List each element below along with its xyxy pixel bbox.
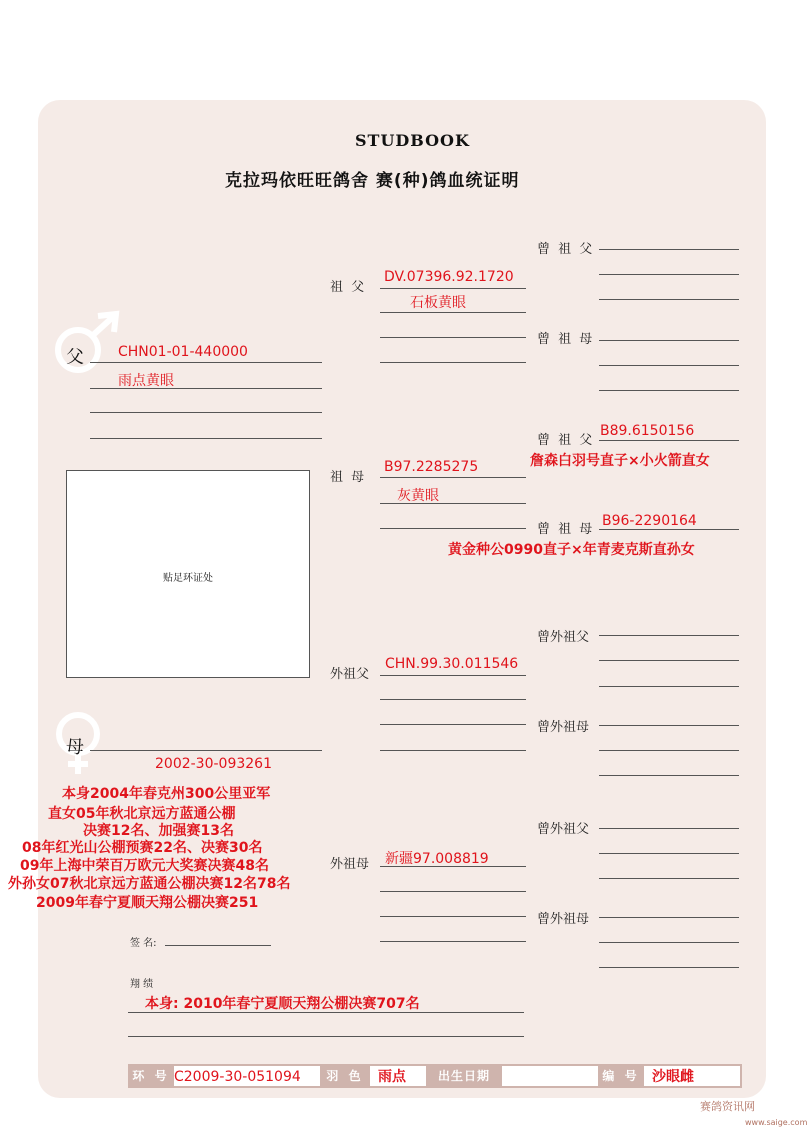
paternal-grandsire-ring: DV.07396.92.1720 <box>384 269 514 285</box>
ggf1-label: 曾 祖 父 <box>537 242 595 257</box>
paternal-granddam-color: 灰黄眼 <box>397 488 439 504</box>
ggm4-label: 曾外祖母 <box>537 912 590 927</box>
ggm3-label: 曾外祖母 <box>537 720 590 735</box>
ring-number-value: C2009-30-051094 <box>174 1069 301 1085</box>
ggm2-ring: B96-2290164 <box>602 513 697 529</box>
ggf2-ring: B89.6150156 <box>600 423 695 439</box>
birth-date-field <box>502 1066 598 1086</box>
signature-label: 签 名: <box>130 938 157 949</box>
number-field <box>644 1066 740 1086</box>
feather-value: 雨点 <box>378 1069 406 1085</box>
feather-field <box>370 1066 426 1086</box>
ggf4-label: 曾外祖父 <box>537 822 590 837</box>
dam-note-2: 直女05年秋北京远方蓝通公棚 <box>48 806 236 822</box>
photo-caption: 贴足环证处 <box>163 573 213 584</box>
birth-date-label: 出生日期 <box>437 1069 490 1083</box>
performance-text: 本身: 2010年春宁夏顺天翔公棚决赛707名 <box>145 996 420 1012</box>
maternal-grandsire-ring: CHN.99.30.011546 <box>385 656 519 672</box>
bottom-info-bar <box>128 1064 742 1088</box>
dam-note-4: 08年红光山公棚预赛22名、决赛30名 <box>22 840 263 856</box>
dam-note-5: 09年上海中荣百万欧元大奖赛决赛48名 <box>20 858 269 874</box>
title-en: STUDBOOK <box>355 131 470 150</box>
footer-url: www.saige.com <box>745 1118 807 1127</box>
performance-label: 翔 绩 <box>130 979 154 990</box>
ggm2-note: 黄金种公0990直子×年青麦克斯直孙女 <box>448 542 695 558</box>
maternal-grandsire-label: 外祖父 <box>330 667 370 682</box>
maternal-granddam-ring: 新疆97.008819 <box>385 851 489 867</box>
dam-note-3: 决赛12名、加强赛13名 <box>83 823 234 839</box>
ggf2-note: 詹森白羽号直子×小火箭直女 <box>530 453 710 469</box>
dam-ring: 2002-30-093261 <box>155 756 272 772</box>
dam-note-6: 外孙女07秋北京远方蓝通公棚决赛12名78名 <box>8 876 291 892</box>
paternal-granddam-ring: B97.2285275 <box>384 459 479 475</box>
dam-note-7: 2009年春宁夏顺天翔公棚决赛251 <box>36 895 259 911</box>
ggm2-label: 曾 祖 母 <box>537 522 595 537</box>
footer-brand: 赛鸽资讯网 <box>700 1100 755 1113</box>
ring-number-label: 环 号 <box>132 1069 170 1083</box>
dam-note-1: 本身2004年春克州300公里亚军 <box>62 786 271 802</box>
sire-color: 雨点黄眼 <box>118 373 174 389</box>
dam-label: 母 <box>66 737 84 758</box>
ggf2-label: 曾 祖 父 <box>537 433 595 448</box>
feather-label: 羽 色 <box>326 1069 364 1083</box>
ring-card-photo-box <box>66 470 310 678</box>
number-value: 沙眼雌 <box>652 1069 694 1085</box>
paternal-grandsire-color: 石板黄眼 <box>410 295 466 311</box>
ggf3-label: 曾外祖父 <box>537 630 590 645</box>
maternal-granddam-label: 外祖母 <box>330 857 370 872</box>
ggm1-label: 曾 祖 母 <box>537 332 595 347</box>
ring-number-field <box>174 1066 320 1086</box>
male-symbol-icon <box>50 310 122 376</box>
sire-label: 父 <box>66 347 84 368</box>
sire-ring: CHN01-01-440000 <box>118 344 248 360</box>
number-label: 编 号 <box>602 1069 640 1083</box>
paternal-grandsire-label: 祖 父 <box>330 280 367 295</box>
paternal-granddam-label: 祖 母 <box>330 470 367 485</box>
title-cn: 克拉玛依旺旺鸽舍 赛(种)鸽血统证明 <box>225 171 520 191</box>
